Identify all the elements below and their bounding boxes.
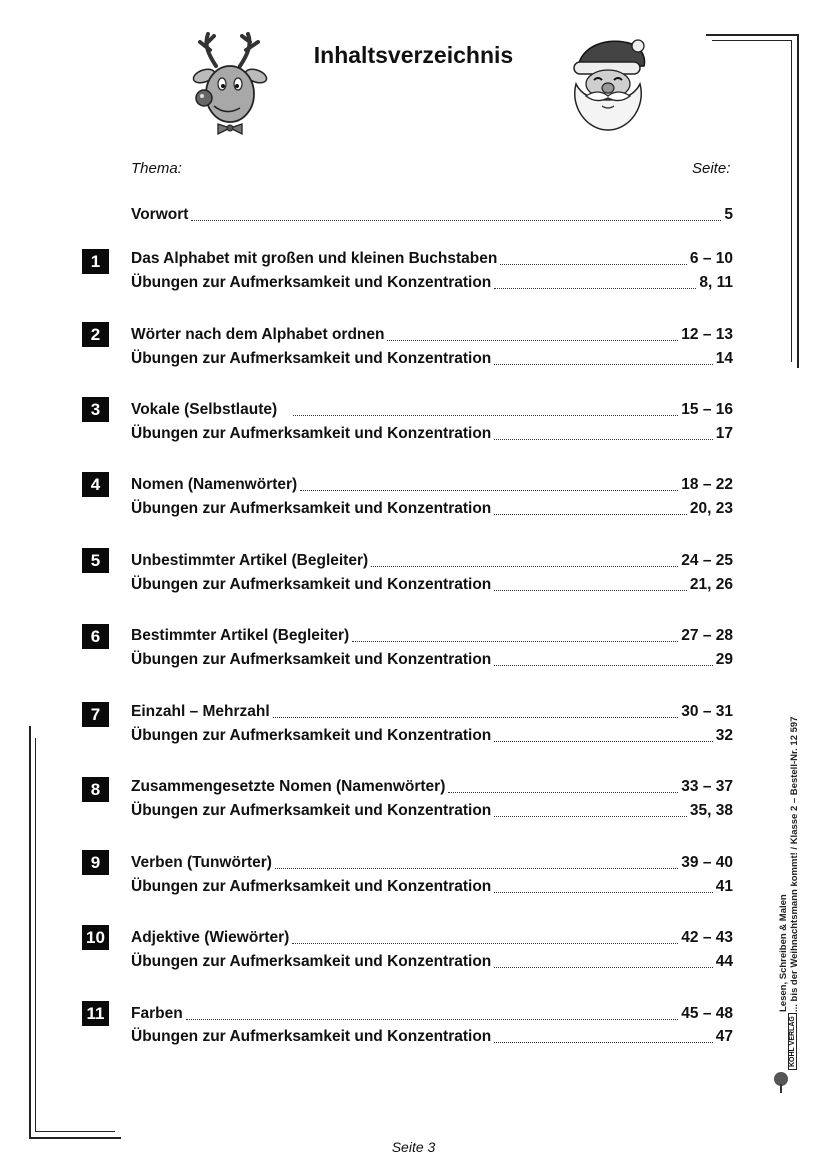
dot-leader [191,220,721,221]
chapter-number-badge: 10 [82,925,109,950]
tree-icon [772,1070,790,1094]
toc-exercise-label: Übungen zur Aufmerksamkeit und Konzentration [131,425,492,442]
toc-chapter-topic[interactable] [131,475,733,495]
toc-topic-label: Wörter nach dem Alphabet ordnen [131,326,385,343]
toc-exercise-label: Übungen zur Aufmerksamkeit und Konzentration [131,350,492,367]
toc-topic-label: Verben (Tunwörter) [131,854,272,871]
toc-chapter-topic[interactable] [131,400,733,420]
toc-topic-label: Nomen (Namenwörter) [131,476,298,493]
toc-exercise-pages: 20, 23 [689,500,733,517]
chapter-number-badge: 3 [82,397,109,422]
dot-leader [500,264,687,265]
page-title: Inhaltsverzeichnis [313,42,514,68]
dot-leader [292,943,678,944]
toc-exercise-label: Übungen zur Aufmerksamkeit und Konzentration [131,1028,492,1045]
toc-chapter-exercise[interactable] [131,575,733,595]
chapter-number-badge: 2 [82,322,109,347]
dot-leader [494,1042,712,1043]
frame-top-right-v1 [797,34,799,368]
toc-exercise-pages: 8, 11 [699,274,733,291]
chapter-number-badge: 8 [82,777,109,802]
toc-exercise-label: Übungen zur Aufmerksamkeit und Konzentration [131,651,492,668]
dot-leader [186,1019,679,1020]
publisher-logo [770,1016,800,1096]
toc-chapter-exercise[interactable] [131,650,733,670]
dot-leader [494,514,687,515]
toc-topic-pages: 15 – 16 [681,401,733,418]
toc-exercise-label: Übungen zur Aufmerksamkeit und Konzentration [131,576,492,593]
toc-topic-label: Adjektive (Wiewörter) [131,929,290,946]
chapter-number-badge: 6 [82,624,109,649]
toc-topic-pages: 45 – 48 [681,1005,733,1022]
toc-preface[interactable] [131,205,733,225]
page-number-footer: Seite 3 [391,1139,436,1155]
dot-leader [371,566,678,567]
dot-leader [494,590,687,591]
dot-leader [273,717,679,718]
toc-topic-pages: 6 – 10 [689,250,733,267]
toc-chapter-exercise[interactable] [131,801,733,821]
frame-top-right-v2 [791,40,792,362]
toc-chapter-exercise[interactable] [131,273,733,293]
toc-topic-label: Zusammengesetzte Nomen (Namenwörter) [131,778,446,795]
toc-topic-pages: 30 – 31 [681,703,733,720]
toc-topic-label: Das Alphabet mit großen und kleinen Buchstaben [131,250,498,267]
toc-exercise-pages: 41 [715,878,733,895]
toc-exercise-pages: 44 [715,953,733,970]
toc-chapter-exercise[interactable] [131,952,733,972]
toc-topic-pages: 33 – 37 [681,778,733,795]
toc-topic-pages: 24 – 25 [681,552,733,569]
toc-chapter-topic[interactable] [131,551,733,571]
toc-chapter-topic[interactable] [131,702,733,722]
sidebar-line-2: ... bis der Weihnachtsmann kommt! / Klasse 2 – Bestell-Nr. 12 597 [789,716,800,1012]
toc-topic-pages: 12 – 13 [681,326,733,343]
sidebar-line-1: Lesen, Schreiben & Malen [778,894,789,1012]
toc-chapter-topic[interactable] [131,928,733,948]
sidebar-book-info [778,717,800,1013]
toc-topic-pages: 39 – 40 [681,854,733,871]
chapter-number-badge: 7 [82,702,109,727]
dot-leader [494,816,687,817]
toc-exercise-pages: 32 [715,727,733,744]
toc-exercise-pages: 29 [715,651,733,668]
dot-leader [494,364,712,365]
dot-leader [494,665,712,666]
toc-chapter-topic[interactable] [131,777,733,797]
toc-chapter-exercise[interactable] [131,1027,733,1047]
toc-preface-label: Vorwort [131,206,189,223]
toc-exercise-pages: 47 [715,1028,733,1045]
toc-chapter-exercise[interactable] [131,726,733,746]
toc-topic-pages: 42 – 43 [681,929,733,946]
toc-exercise-label: Übungen zur Aufmerksamkeit und Konzentration [131,727,492,744]
chapter-number-badge: 9 [82,850,109,875]
dot-leader [300,490,678,491]
frame-top-right-h1 [706,34,798,36]
toc-exercise-label: Übungen zur Aufmerksamkeit und Konzentration [131,953,492,970]
frame-top-right-h2 [712,40,792,41]
toc-topic-label: Vokale (Selbstlaute) [131,401,278,418]
toc-chapter-topic[interactable] [131,853,733,873]
toc-topic-label: Unbestimmter Artikel (Begleiter) [131,552,369,569]
toc-exercise-pages: 21, 26 [689,576,733,593]
toc-chapter-topic[interactable] [131,1004,733,1024]
publisher-logo-text: KOHL VERLAG [788,1013,797,1070]
toc-exercise-label: Übungen zur Aufmerksamkeit und Konzentration [131,274,492,291]
toc-chapter-exercise[interactable] [131,499,733,519]
toc-exercise-pages: 17 [715,425,733,442]
dot-leader [275,868,678,869]
toc-chapter-topic[interactable] [131,325,733,345]
toc-exercise-label: Übungen zur Aufmerksamkeit und Konzentration [131,878,492,895]
column-topic-label: Thema: [131,160,182,177]
toc-topic-pages: 18 – 22 [681,476,733,493]
toc-exercise-pages: 14 [715,350,733,367]
toc-chapter-exercise[interactable] [131,877,733,897]
toc-topic-label: Einzahl – Mehrzahl [131,703,270,720]
dot-leader [494,967,712,968]
dot-leader [448,792,678,793]
dot-leader [494,741,712,742]
dot-leader [293,415,678,416]
toc-preface-page: 5 [724,206,733,223]
frame-bottom-left-v2 [35,738,36,1132]
dot-leader [352,641,678,642]
toc-topic-label: Farben [131,1005,183,1022]
toc-chapter-topic[interactable] [131,626,733,646]
toc-chapter-exercise[interactable] [131,424,733,444]
toc-exercise-label: Übungen zur Aufmerksamkeit und Konzentration [131,802,492,819]
chapter-number-badge: 4 [82,472,109,497]
column-page-label: Seite: [692,160,731,177]
frame-bottom-left-v1 [29,726,31,1138]
chapter-number-badge: 5 [82,548,109,573]
toc-chapter-exercise[interactable] [131,349,733,369]
chapter-number-badge: 1 [82,249,109,274]
chapter-number-badge: 11 [82,1001,109,1026]
toc-chapter-topic[interactable] [131,249,733,269]
dot-leader [494,439,712,440]
toc-exercise-label: Übungen zur Aufmerksamkeit und Konzentration [131,500,492,517]
dot-leader [494,288,696,289]
frame-bottom-left-h2 [35,1131,115,1132]
toc-topic-label: Bestimmter Artikel (Begleiter) [131,627,350,644]
toc-exercise-pages: 35, 38 [689,802,733,819]
dot-leader [387,340,678,341]
toc-topic-pages: 27 – 28 [681,627,733,644]
dot-leader [494,892,712,893]
